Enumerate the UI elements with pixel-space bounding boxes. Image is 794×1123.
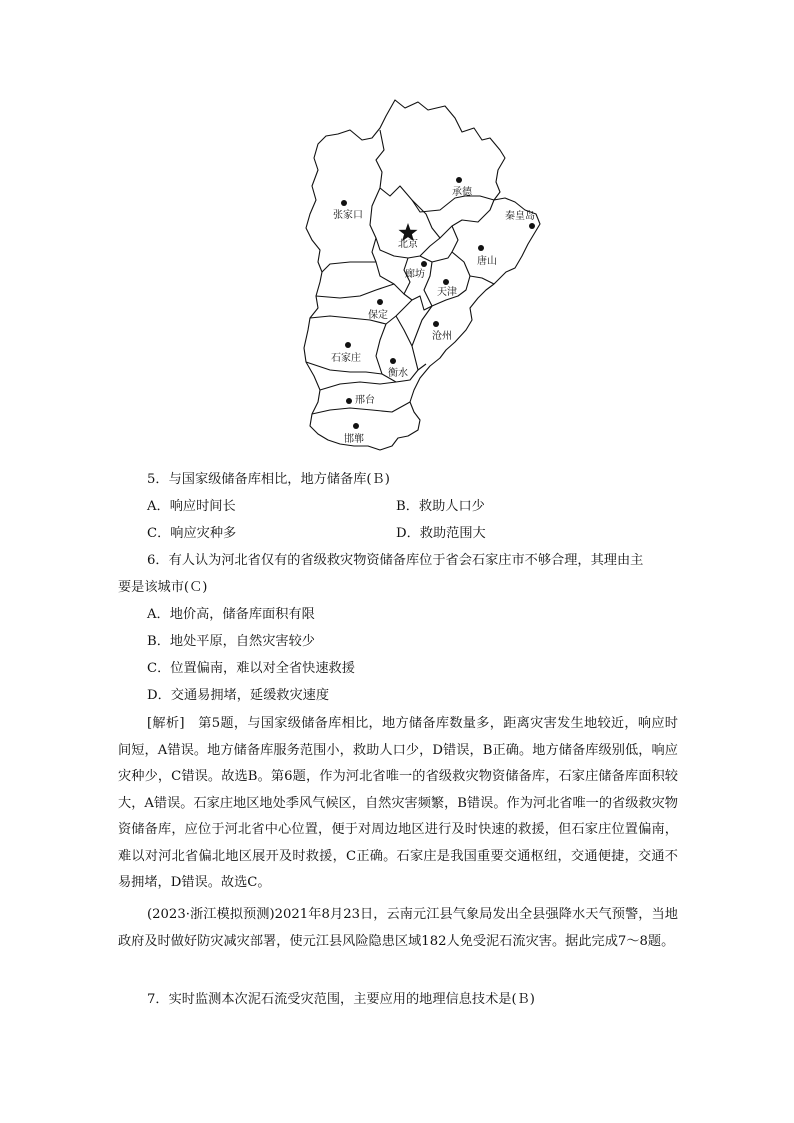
boundary <box>322 188 380 272</box>
boundary <box>440 200 494 238</box>
question-6-option-d: D．交通易拥堵，延缓救灾速度 <box>147 688 330 703</box>
city-label-tangshan: 唐山 <box>477 256 497 267</box>
boundary <box>404 258 432 310</box>
city-dot-tianjin <box>443 279 449 285</box>
boundary <box>420 252 452 262</box>
city-dot-baoding <box>377 299 383 305</box>
city-label-tianjin: 天津 <box>437 287 457 298</box>
boundary <box>396 316 418 370</box>
intro-paragraph: (2023·浙江模拟预测)2021年8月23日，云南元江县气象局发出全县强降水天气预警，当地政府及时做好防灾减灾部署，使元江县风险隐患区域182人免受泥石流灾害。据此完成7～8题。 <box>118 907 678 949</box>
question-5-option-a: A．响应时间长 <box>147 499 236 514</box>
boundary <box>316 284 394 298</box>
city-dot-cangzhou <box>433 321 439 327</box>
city-label-baoding: 保定 <box>368 310 388 321</box>
city-dot-shijiazhuang <box>345 342 351 348</box>
boundary <box>376 130 494 212</box>
city-label-shijiazhuang: 石家庄 <box>331 353 361 364</box>
question-5-option-d: D．救助范围大 <box>396 526 486 541</box>
city-label-chengde: 承德 <box>452 187 472 198</box>
city-dot-langfang <box>421 261 427 267</box>
question-6-option-b: B．地处平原，自然灾害较少 <box>147 634 315 649</box>
city-label-langfang: 廊坊 <box>405 269 425 280</box>
question-6-option-a: A．地价高，储备库面积有限 <box>147 607 315 622</box>
question-6-option-c: C．位置偏南，难以对全省快速救援 <box>147 661 355 676</box>
city-dot-handan <box>353 423 359 429</box>
boundary <box>376 262 404 294</box>
city-dot-qinhuangdao <box>529 223 535 229</box>
question-5-option-c: C．响应灾种多 <box>147 526 237 541</box>
analysis-paragraph: [解析] 第5题，与国家级储备库相比，地方储备库数量多，距离灾害发生地较近，响应时间短，A错误。地方储备库服务范围小，救助人口少，D错误，B正确。地方储备库级别低，响应灾种少，C错误。故选B。第6题，作为河北省唯一的省级救灾物资储备库，石家庄储备库面积较大，A错误。石家庄地区地处季风气候区，自然灾害频繁，B错误。作为河北省唯一的省级救灾物资储备库，应位于河北省中心位置，便于对周边地区进行及时快速的救援，但石家庄位置偏南，难以对河北省偏北地区展开及时救援，C正确。石家庄是我国重要交通枢纽，交通便捷，交通不易拥堵，D错误。故选C。 <box>118 716 678 890</box>
question-6-stem-line1: 6．有人认为河北省仅有的省级救灾物资储备库位于省会石家庄市不够合理，其理由主 <box>147 553 644 568</box>
city-label-zhangjiakou: 张家口 <box>333 210 363 221</box>
boundary <box>320 382 396 390</box>
boundary <box>310 300 412 324</box>
city-dot-tangshan <box>478 245 484 251</box>
city-label-beijing: 北京 <box>398 239 418 250</box>
city-dot-chengde <box>456 177 462 183</box>
hebei-map <box>300 95 550 455</box>
boundary <box>452 226 494 284</box>
city-dot-hengshui <box>390 358 396 364</box>
city-label-xingtai: 邢台 <box>355 395 375 406</box>
question-5-stem: 5．与国家级储备库相比，地方储备库(Ｂ) <box>147 472 390 487</box>
city-dot-zhangjiakou <box>341 200 347 206</box>
city-label-qinhuangdao: 秦皇岛 <box>505 211 535 222</box>
city-label-cangzhou: 沧州 <box>432 331 452 342</box>
question-6-stem-line2: 要是该城市(Ｃ) <box>118 580 208 595</box>
city-label-handan: 邯郸 <box>344 434 364 445</box>
city-dot-xingtai <box>346 398 352 404</box>
city-label-hengshui: 衡水 <box>388 368 408 379</box>
boundary <box>412 306 432 346</box>
question-5-option-b: B．救助人口少 <box>396 499 485 514</box>
question-7-stem: 7．实时监测本次泥石流受灾范围，主要应用的地理信息技术是(Ｂ) <box>147 992 535 1007</box>
